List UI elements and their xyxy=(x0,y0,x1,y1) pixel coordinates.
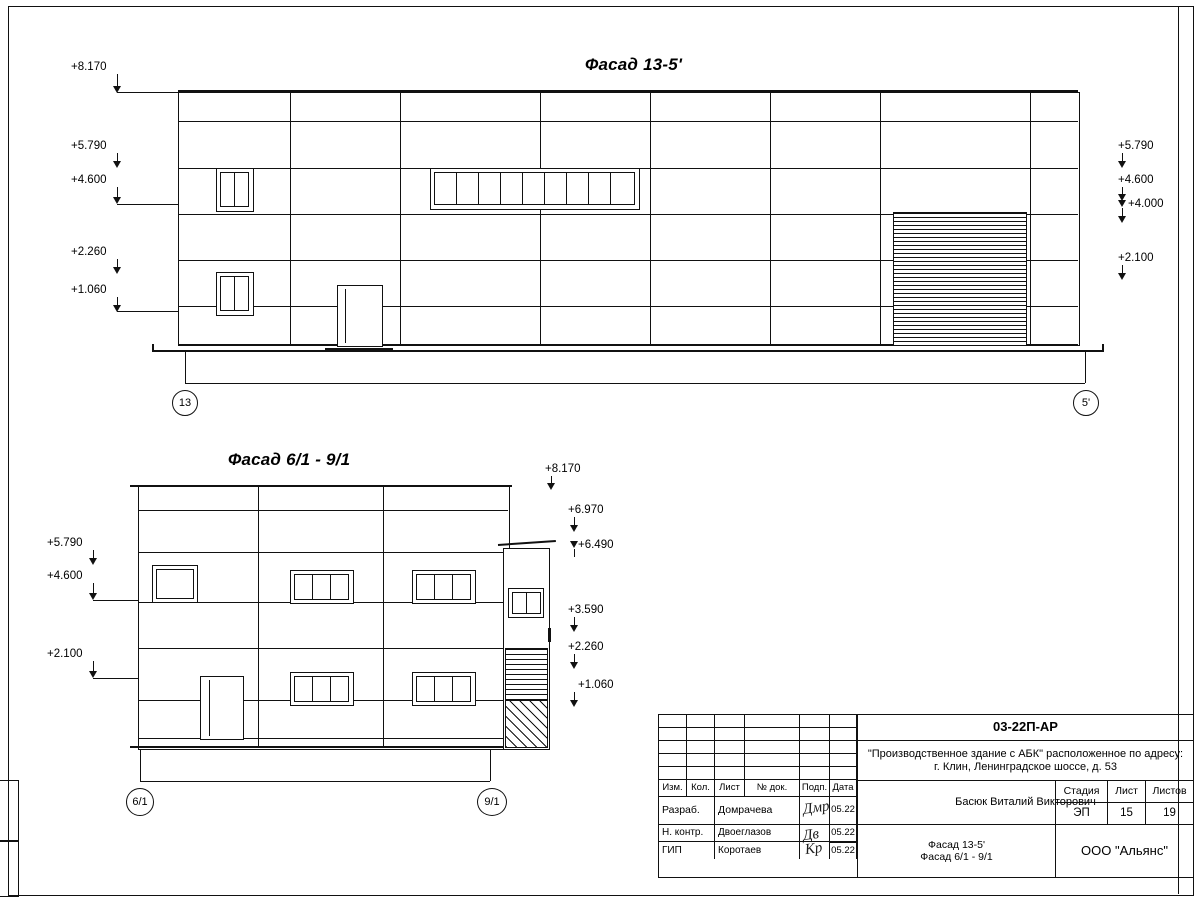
facade1-column-2 xyxy=(400,92,401,344)
facade2-band-1 xyxy=(138,510,508,511)
facade2-band-2 xyxy=(138,552,508,553)
facade2-level-right-6: +1.060 xyxy=(578,679,614,691)
signature-1: Дмр xyxy=(801,798,831,818)
facade1-level-right-1: +5.790 xyxy=(1118,140,1154,152)
facade2-level-left-3: +2.100 xyxy=(47,648,83,660)
object-name-line1: "Производственное здание с АБК" расположенное по адресу: xyxy=(867,747,1184,760)
facade2-level-right-3: +6.490 xyxy=(578,539,614,551)
facade2-level-left-1: +5.790 xyxy=(47,537,83,549)
drawing-title xyxy=(857,825,1055,877)
facade2-entrance-door xyxy=(200,676,244,740)
facade1-entrance-door xyxy=(337,285,383,347)
sheets-value: 19 xyxy=(1145,803,1193,825)
facade1-column-5 xyxy=(770,92,771,344)
facade1-ground-line xyxy=(152,350,1104,352)
facade2-window-l3 xyxy=(412,672,476,706)
facade2-stair-flight-lower xyxy=(505,700,548,748)
facade1-band-1 xyxy=(178,121,1078,122)
drawing-title-line2: Фасад 6/1 - 9/1 xyxy=(920,851,993,863)
facade1-column-1 xyxy=(290,92,291,344)
facade2-column-1 xyxy=(258,486,259,748)
facade2-axis-dimension-line xyxy=(140,781,490,782)
sheet-header: Лист xyxy=(1107,781,1145,803)
facade1-level-left-2: +5.790 xyxy=(71,140,107,152)
facade2-level-right-5: +2.260 xyxy=(568,641,604,653)
stamp-role-3: ГИП xyxy=(659,842,715,859)
facade2-axis-marker-left: 6/1 xyxy=(126,788,154,816)
signature-3: Кр xyxy=(803,839,824,859)
company-name: ООО "Альянс" xyxy=(1055,825,1193,877)
stamp-date-3: 05.22 xyxy=(830,842,857,859)
facade1-axis-marker-right: 5' xyxy=(1073,390,1099,416)
left-margin-box-1 xyxy=(0,780,19,842)
facade2-window-u2 xyxy=(290,570,354,604)
facade2-level-right-1: +8.170 xyxy=(545,463,581,475)
sheet-value: 15 xyxy=(1107,803,1145,825)
facade2-roof-line xyxy=(130,485,512,487)
facade2-column-2 xyxy=(383,486,384,748)
facade2-title: Фасад 6/1 - 9/1 xyxy=(228,450,351,469)
facade1-level-right-2: +4.600 xyxy=(1118,174,1154,186)
facade2-band-4 xyxy=(138,648,508,649)
stamp-name-2: Двоеглазов xyxy=(715,825,800,842)
facade1-title: Фасад 13-5' xyxy=(585,55,683,74)
facade1-ground-right-tick xyxy=(1102,344,1104,351)
facade1-level-left-5: +1.060 xyxy=(71,284,107,296)
facade2-plinth-line xyxy=(138,738,508,739)
facade1-level-left-1: +8.170 xyxy=(71,61,107,73)
facade1-ribbon-window xyxy=(430,168,640,210)
stamp-date-2: 05.22 xyxy=(830,825,857,842)
facade1-axis-marker-left: 13 xyxy=(172,390,198,416)
facade1-level-right-3: +4.000 xyxy=(1128,198,1164,210)
facade1-gate xyxy=(893,212,1027,346)
facade1-window-upper xyxy=(216,168,254,212)
title-block xyxy=(658,714,1194,878)
facade1-level-right-4: +2.100 xyxy=(1118,252,1154,264)
customer-name: Басюк Виталий Викторович xyxy=(857,781,1193,825)
facade1-roof-line xyxy=(178,90,1078,92)
facade2-stair-window xyxy=(508,588,544,618)
facade1-column-7 xyxy=(1030,92,1031,344)
facade1-ground-left-tick xyxy=(152,344,154,351)
facade2-stair-rail xyxy=(548,628,551,642)
facade2-window-l2 xyxy=(290,672,354,706)
facade2-window-u1 xyxy=(152,565,198,603)
stamp-name-1: Домрачева xyxy=(715,797,800,825)
facade2-level-right-4: +3.590 xyxy=(568,604,604,616)
left-margin-box-2 xyxy=(0,840,19,897)
stamp-col-izm: Изм. xyxy=(659,780,687,797)
stamp-col-doc: № док. xyxy=(745,780,800,797)
facade2-axis-marker-right: 9/1 xyxy=(477,788,507,816)
stamp-col-date: Дата xyxy=(830,780,857,797)
facade2-stair-flight-upper xyxy=(505,648,548,702)
facade2-level-right-2: +6.970 xyxy=(568,504,604,516)
facade2-window-u3 xyxy=(412,570,476,604)
facade1-entrance-porch xyxy=(325,348,393,351)
object-name xyxy=(857,741,1193,781)
facade2-ground-line xyxy=(130,746,520,748)
facade1-window-lower xyxy=(216,272,254,316)
facade2-level-left-2: +4.600 xyxy=(47,570,83,582)
stamp-role-1: Разраб. xyxy=(659,797,715,825)
object-name-line2: г. Клин, Ленинградское шоссе, д. 53 xyxy=(934,760,1117,773)
stage-header: Стадия xyxy=(1055,781,1107,803)
stamp-name-3: Коротаев xyxy=(715,842,800,859)
facade1-level-left-4: +2.260 xyxy=(71,246,107,258)
stamp-role-2: Н. контр. xyxy=(659,825,715,842)
facade1-column-4 xyxy=(650,92,651,344)
stamp-date-1: 05.22 xyxy=(830,797,857,825)
sheets-header: Листов xyxy=(1145,781,1193,803)
stamp-col-kol: Кол. xyxy=(687,780,715,797)
signature-2: Дв xyxy=(801,825,821,845)
facade1-level-left-3: +4.600 xyxy=(71,174,107,186)
facade1-axis-dimension-line xyxy=(185,383,1085,384)
sheet-code: 03-22П-АР xyxy=(857,715,1193,741)
facade2-building-outline xyxy=(138,486,510,750)
facade1-column-6 xyxy=(880,92,881,344)
stage-value: ЭП xyxy=(1055,803,1107,825)
drawing-title-line1: Фасад 13-5' xyxy=(928,838,985,851)
facade1-column-3 xyxy=(540,92,541,344)
stamp-col-list: Лист xyxy=(715,780,745,797)
stamp-col-sign: Подп. xyxy=(800,780,830,797)
